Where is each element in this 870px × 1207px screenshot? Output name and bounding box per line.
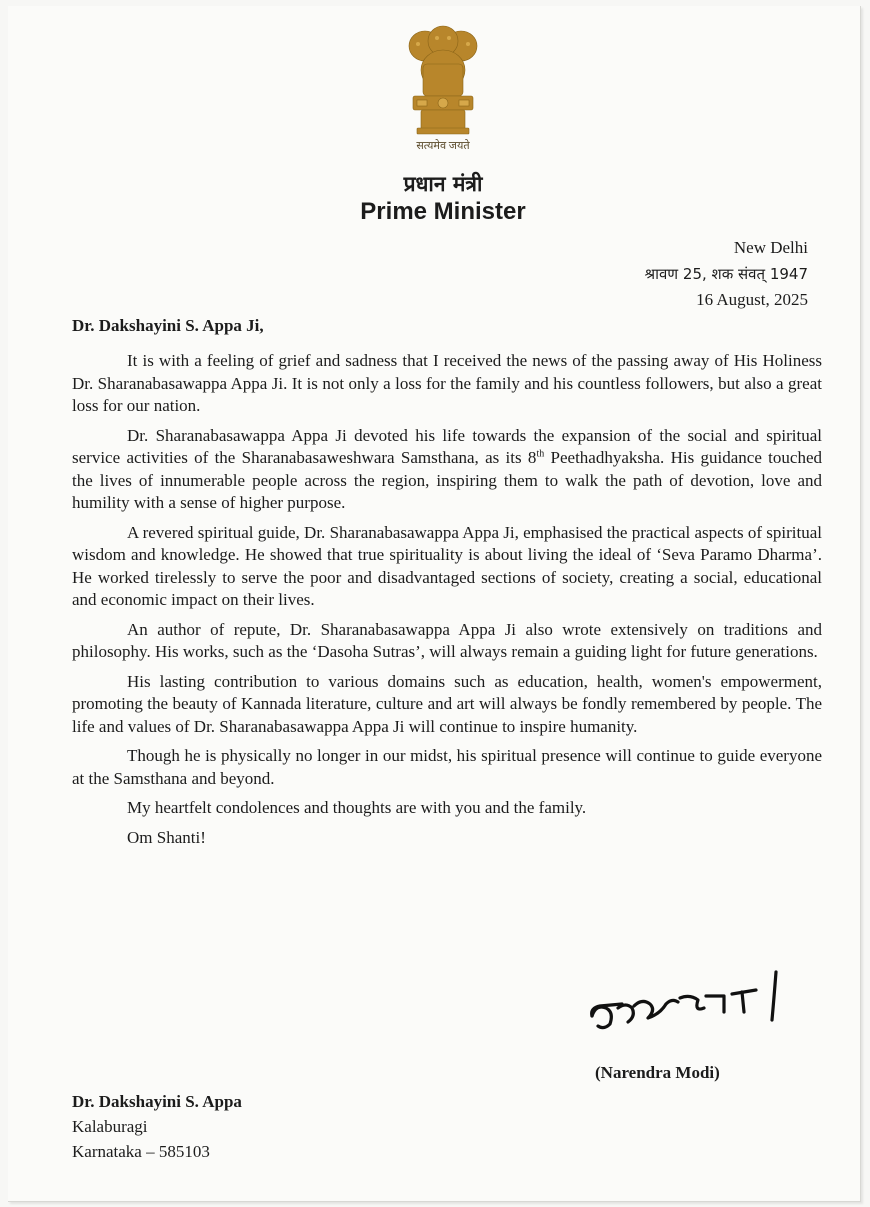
ordinal-suffix: th	[536, 448, 545, 460]
recipient-name: Dr. Dakshayini S. Appa	[72, 1092, 242, 1111]
salutation: Dr. Dakshayini S. Appa Ji,	[72, 316, 264, 335]
paragraph-2	[72, 425, 822, 515]
place-date-block	[644, 235, 808, 313]
office-title-hindi: प्रधान मंत्री	[403, 172, 483, 196]
paragraph-4: An author of repute, Dr. Sharanabasawappa Appa Ji also wrote extensively on traditions and philosophy. His works, such as the ‘Dasoha Sutras’, will always remain a guiding light for future generations.	[72, 619, 822, 661]
paragraph-7: My heartfelt condolences and thoughts are with you and the family.	[127, 798, 587, 817]
paragraph-6: Though he is physically no longer in our midst, his spiritual presence will continue to guide everyone at the Samsthana and beyond.	[72, 746, 822, 788]
handwritten-signature	[586, 968, 786, 1043]
paragraph-5: His lasting contribution to various domains such as education, health, women's empowerment, promoting the beauty of Kannada literature, culture and art will always be fondly remembered by people. The life and values of Dr. Sharanabasawappa Appa Ji will continue to inspire humanity.	[72, 671, 822, 736]
saka-date: श्रावण 25, शक संवत् 1947	[644, 265, 808, 283]
paragraph-8: Om Shanti!	[127, 827, 206, 847]
national-emblem-icon	[403, 24, 483, 142]
recipient-city: Kalaburagi	[72, 1117, 148, 1136]
place-city: New Delhi	[733, 238, 808, 257]
recipient-state-pin: Karnataka – 585103	[72, 1142, 210, 1161]
letter-body	[72, 350, 822, 856]
paragraph-3: A revered spiritual guide, Dr. Sharanabasawappa Appa Ji, emphasised the practical aspects of spiritual wisdom and knowledge. He showed that true spirituality is about living the ideal of ‘Seva Paramo Dharma’. He worked tirelessly to serve the poor and disadvantaged sections of society, creating a social, educational and economic impact on their lives.	[72, 522, 822, 609]
letter-page	[8, 6, 861, 1202]
paragraph-2-part-a: Dr. Sharanabasawappa Appa Ji devoted his life towards the expansion of the social and spiritual service activities of the Sharanabasaweshwara Samsthana, as its 8	[72, 425, 822, 467]
letter-date: 16 August, 2025	[696, 290, 808, 309]
recipient-address	[72, 1089, 242, 1164]
paragraph-1: It is with a feeling of grief and sadness that I received the news of the passing away of His Holiness Dr. Sharanabasawappa Appa Ji. It is not only a loss for the family and his countless followers, but also a great loss for our nation.	[72, 351, 822, 415]
emblem-motto: सत्यमेव जयते	[416, 140, 470, 152]
paragraph-2-part-b: Peethadhyaksha. His guidance touched the lives of innumerable people across the region, inspiring them to walk the path of devotion, love and humility with a sense of higher purpose.	[72, 448, 822, 512]
signer-name: (Narendra Modi)	[595, 1063, 720, 1082]
office-title-english: Prime Minister	[360, 198, 526, 225]
